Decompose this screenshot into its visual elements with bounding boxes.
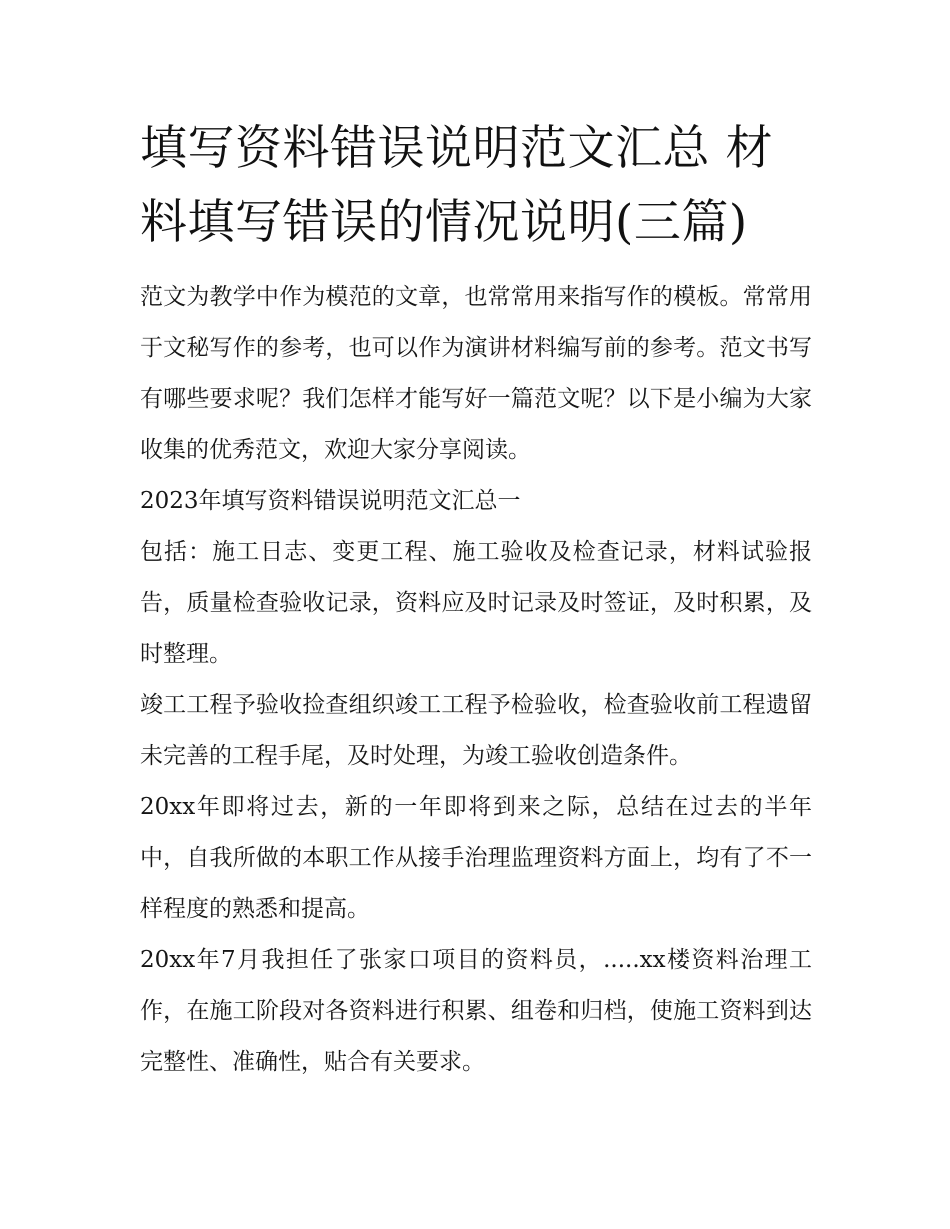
body-paragraph: 包括：施工日志、变更工程、施工验收及检查记录，材料试验报告，质量检查验收记录，资料应及时记录及时签证，及时积累，及时整理。 [140,539,812,667]
document-content [140,112,812,1088]
body-paragraph: 20xx年即将过去，新的一年即将到来之际，总结在过去的半年中，自我所做的本职工作从接手治理监理资料方面上，均有了不一样程度的熟悉和提高。 [140,794,812,922]
intro-paragraph: 范文为教学中作为模范的文章，也常常用来指写作的模板。常常用于文秘写作的参考，也可以作为演讲材料编写前的参考。范文书写有哪些要求呢？我们怎样才能写好一篇范文呢？以下是小编为大家收集的优秀范文，欢迎大家分享阅读。 [140,284,812,463]
body-paragraph: 20xx年7月我担任了张家口项目的资料员，.....xx楼资料治理工作，在施工阶段对各资料进行积累、组卷和归档，使施工资料到达完整性、准确性，贴合有关要求。 [140,947,812,1075]
document-title: 填写资料错误说明范文汇总 材料填写错误的情况说明(三篇) [140,121,773,250]
body-paragraph: 竣工工程予验收捡查组织竣工工程予检验收，检查验收前工程遗留未完善的工程手尾，及时处理，为竣工验收创造条件。 [140,692,812,769]
section-heading: 2023年填写资料错误说明范文汇总一 [140,488,521,514]
